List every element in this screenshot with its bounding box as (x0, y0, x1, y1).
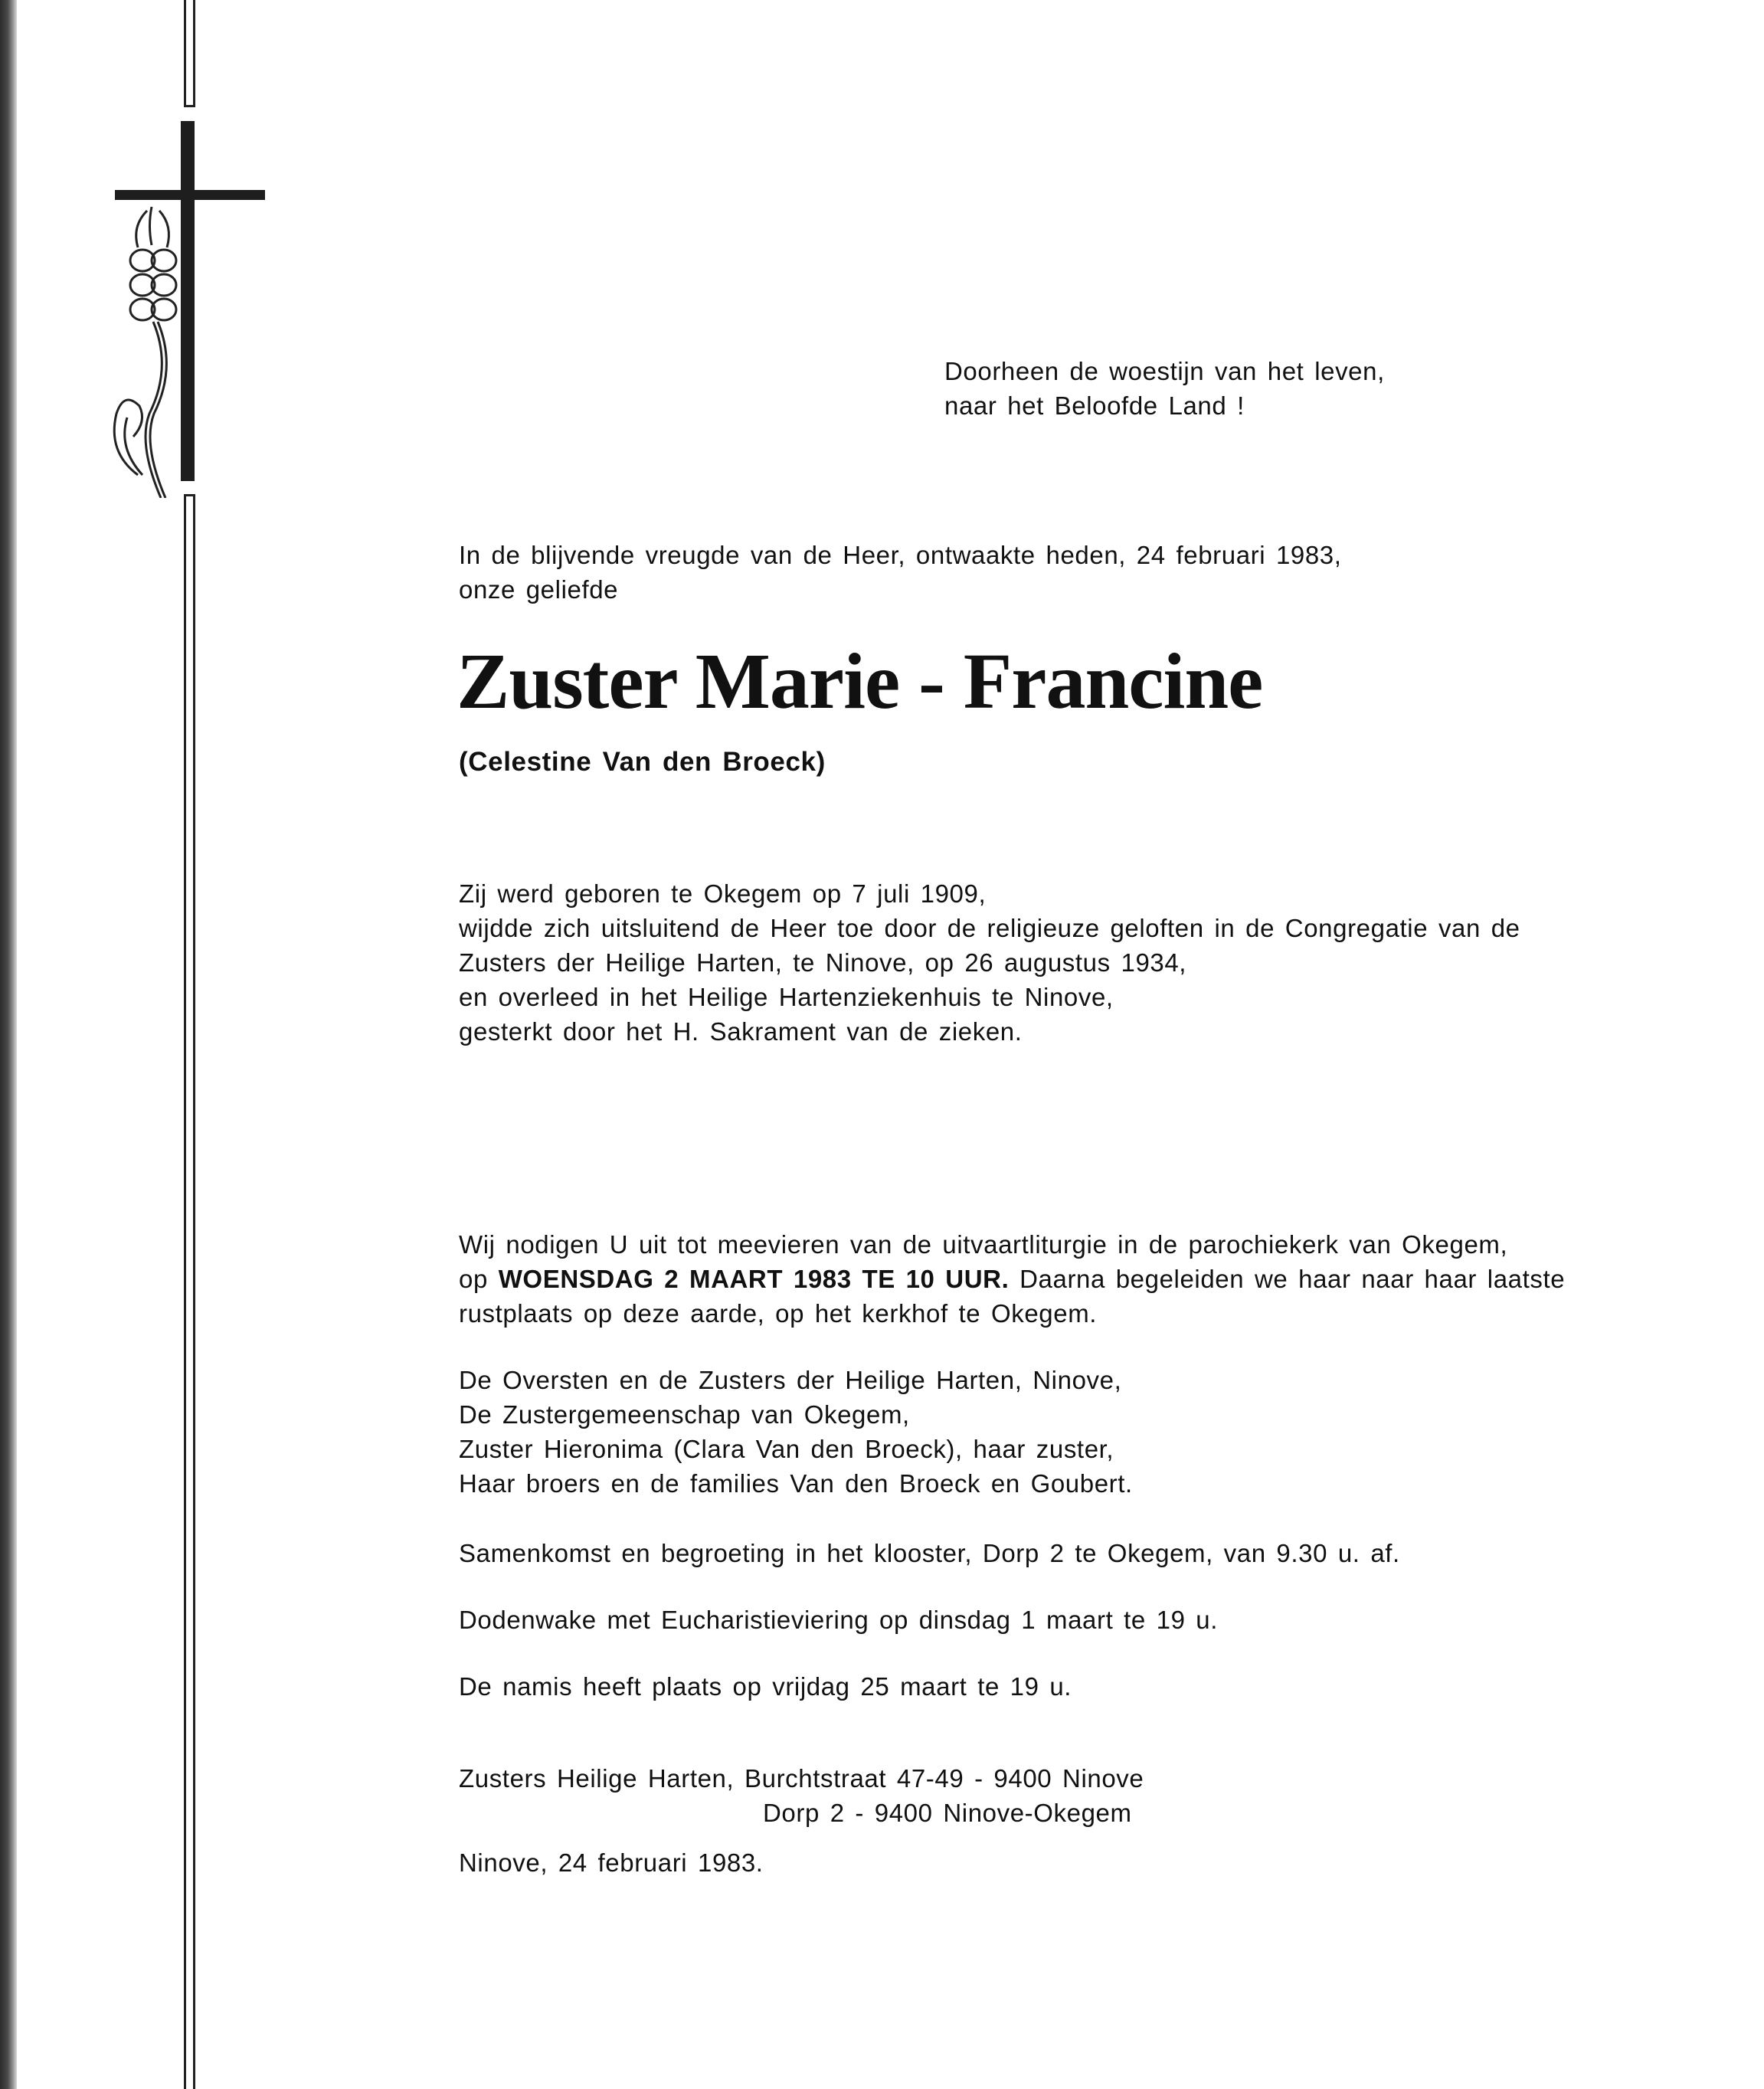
announcement-line-1: In de blijvende vreugde van de Heer, ontwaakte heden, 24 februari 1983, (459, 541, 1342, 569)
motto-line-1: Doorheen de woestijn van het leven, (944, 357, 1385, 385)
vertical-rule-top-cap (184, 105, 195, 107)
address-line-1: Zusters Heilige Harten, Burchtstraat 47-49 - 9400 Ninove (459, 1764, 1144, 1793)
place-date: Ninove, 24 februari 1983. (459, 1848, 764, 1877)
motto-line-2: naar het Beloofde Land ! (944, 391, 1245, 420)
vertical-rule-left (184, 494, 186, 2089)
mourner-line-3: Zuster Hieronima (Clara Van den Broeck), haar zuster, (459, 1435, 1114, 1463)
deceased-civil-name: (Celestine Van den Broeck) (459, 747, 826, 777)
invitation-line-2 (459, 1262, 1565, 1296)
paper-edge (0, 0, 17, 2089)
biography-line-5: gesterkt door het H. Sakrament van de zieken. (459, 1017, 1023, 1046)
vertical-rule-top-left (184, 0, 186, 107)
month-mass-notice: De namis heeft plaats op vrijdag 25 maart te 19 u. (459, 1672, 1072, 1701)
biography-line-4: en overleed in het Heilige Hartenziekenhuis te Ninove, (459, 983, 1114, 1011)
biography-line-2: wijdde zich uitsluitend de Heer toe door de religieuze geloften in de Congregatie van de (459, 914, 1520, 942)
mourner-line-1: De Oversten en de Zusters der Heilige Harten, Ninove, (459, 1366, 1122, 1394)
vertical-rule-top-right (193, 0, 195, 107)
biography-line-3: Zusters der Heilige Harten, te Ninove, op 26 augustus 1934, (459, 948, 1187, 977)
mourner-line-2: De Zustergemeenschap van Okegem, (459, 1400, 910, 1429)
gathering-notice: Samenkomst en begroeting in het klooster, Dorp 2 te Okegem, van 9.30 u. af. (459, 1539, 1400, 1567)
deceased-name: Zuster Marie - Francine (457, 637, 1263, 725)
invitation-line-3: rustplaats op deze aarde, op het kerkhof te Okegem. (459, 1299, 1098, 1328)
vigil-notice: Dodenwake met Eucharistieviering op dinsdag 1 maart te 19 u. (459, 1606, 1219, 1634)
vertical-rule-right (193, 494, 195, 2089)
invitation-prefix: op (459, 1265, 499, 1293)
announcement-line-2: onze geliefde (459, 575, 619, 604)
address-line-2: Dorp 2 - 9400 Ninove-Okegem (763, 1799, 1132, 1827)
invitation-line-1: Wij nodigen U uit tot meevieren van de uitvaartliturgie in de parochiekerk van Okegem, (459, 1230, 1508, 1259)
cross-with-wheat-icon (84, 115, 276, 498)
mourner-line-4: Haar broers en de families Van den Broeck en Goubert. (459, 1469, 1133, 1498)
biography-line-1: Zij werd geboren te Okegem op 7 juli 1909, (459, 879, 987, 908)
funeral-date-time: WOENSDAG 2 MAART 1983 TE 10 UUR. (498, 1265, 1010, 1293)
invitation-suffix: Daarna begeleiden we haar naar haar laatste (1009, 1265, 1566, 1293)
